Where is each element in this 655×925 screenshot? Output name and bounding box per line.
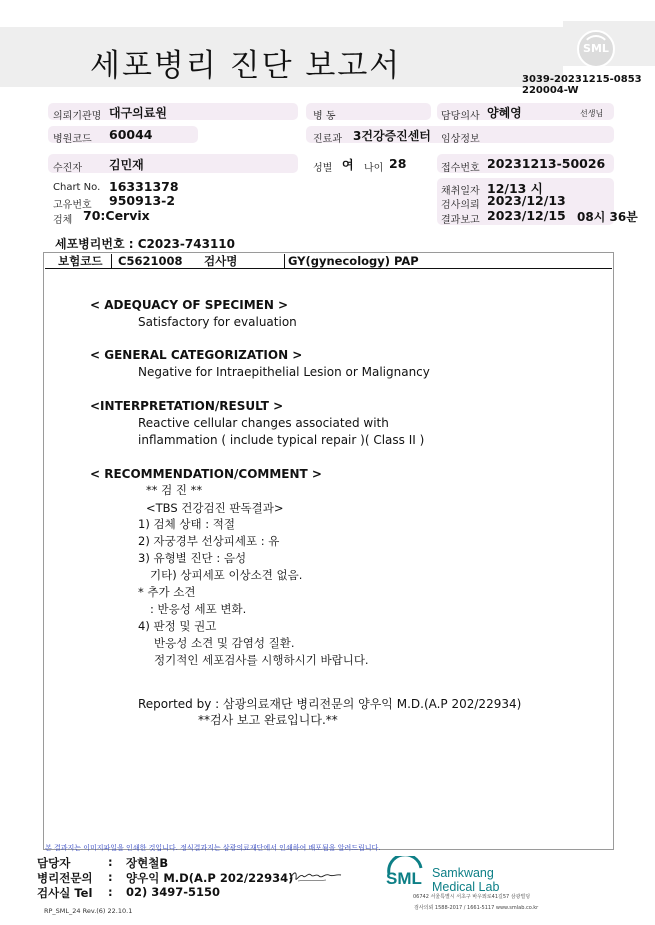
department-value: 3건강증진센터 [353, 129, 431, 143]
comment-line: 4) 판정 및 권고 [138, 619, 217, 633]
specimen-label: 검체 [53, 215, 73, 226]
report-date-label: 결과보고 [441, 215, 480, 226]
lab-tel-value: 02) 3497-5150 [126, 885, 221, 899]
pathologist-label: 병리전문의 [37, 871, 93, 885]
comment-line: * 추가 소견 [138, 585, 196, 599]
age-value: 28 [389, 156, 407, 171]
patient-label: 수진자 [53, 163, 82, 174]
document-number-line-1: 3039-20231215-0853 [522, 74, 642, 85]
comment-line: <TBS 건강검진 판독결과> [146, 501, 284, 515]
comment-line: ** 검 진 ** [146, 483, 203, 497]
specimen-value: 70:Cervix [83, 208, 150, 223]
receipt-no-value: 20231213-50026 [487, 156, 606, 171]
recommendation-heading: < RECOMMENDATION/COMMENT > [90, 467, 322, 481]
physician-label: 담당의사 [441, 111, 480, 122]
unique-no-label: 고유번호 [53, 200, 92, 211]
collection-date-value: 12/13 시 [487, 181, 543, 196]
physician-suffix: 선생님 [580, 109, 604, 118]
report-frame [43, 252, 614, 850]
patient-field [48, 154, 298, 173]
test-name-value: GY(gynecology) PAP [288, 254, 419, 268]
receipt-no-label: 접수번호 [441, 163, 480, 174]
test-name-label: 검사명 [204, 254, 238, 268]
pathology-number: 세포병리번호 : C2023-743110 [55, 237, 235, 251]
physician-value: 양혜영 [487, 106, 522, 120]
print-notice: 본 결과지는 이미지파일을 인쇄한 것입니다. 정식결과지는 삼광의료재단에서 인쇄하여 배포됨을 알려드립니다. [45, 844, 381, 852]
report-title: 세포병리 진단 보고서 [90, 48, 402, 84]
manager-colon: : [108, 855, 113, 869]
document-number [522, 74, 642, 96]
pathologist-signature [288, 867, 343, 885]
comment-line: 정기적인 세포검사를 시행하시기 바랍니다. [154, 653, 369, 667]
pathologist-colon: : [108, 870, 113, 884]
form-code: RP_SML_24 Rev.(6) 22.10.1 [44, 907, 133, 915]
logo-badge-text: SML [583, 42, 609, 55]
ward-label: 병 동 [313, 111, 336, 122]
unique-no-value: 950913-2 [109, 193, 176, 208]
lab-tel-colon: : [108, 885, 113, 899]
interpretation-text-2: inflammation ( include typical repair )( Class II ) [138, 433, 425, 447]
clinical-info-label: 임상정보 [441, 134, 480, 145]
adequacy-heading: < ADEQUACY OF SPECIMEN > [90, 298, 289, 312]
reported-by: Reported by : 삼광의료재단 병리전문의 양우익 M.D.(A.P 202/22934) [138, 697, 522, 711]
chart-no-value: 16331378 [109, 179, 179, 194]
manager-label: 담당자 [37, 856, 71, 870]
report-time-value: 08시 36분 [577, 210, 638, 224]
code-row [45, 254, 612, 269]
comment-line: 3) 유형별 진단 : 음성 [138, 551, 247, 565]
insurance-code-value: C5621008 [118, 254, 183, 268]
request-date-value: 2023/12/13 [487, 193, 566, 208]
comment-line: : 반응성 세포 변화. [150, 602, 247, 616]
sml-logo-badge [577, 30, 615, 68]
lab-brand-letters: SML [386, 869, 422, 888]
lab-brand-name-2: Medical Lab [432, 880, 500, 894]
document-number-line-2: 220004-W [522, 85, 579, 96]
hospital-code-label: 병원코드 [53, 134, 92, 145]
interpretation-text-1: Reactive cellular changes associated with [138, 416, 389, 430]
requesting-org-value: 대구의료원 [109, 106, 167, 120]
lab-tel-label: 검사실 Tel [37, 886, 93, 900]
age-label: 나이 [364, 163, 384, 174]
requesting-org-label: 의뢰기관명 [53, 111, 102, 122]
manager-value: 장현철B [126, 856, 169, 870]
sex-value: 여 [342, 158, 354, 172]
comment-line: 반응성 소견 및 감염성 질환. [154, 636, 295, 650]
lab-contact: 검사의뢰 1588-2017 / 1661-5117 www.smlab.co.kr [414, 905, 539, 911]
interpretation-heading: <INTERPRETATION/RESULT > [90, 399, 284, 413]
report-date-value: 2023/12/15 [487, 208, 566, 223]
patient-value: 김민재 [109, 158, 144, 172]
pathologist-value: 양우익 M.D(A.P 202/22934) [126, 871, 294, 885]
department-label: 진료과 [313, 134, 342, 145]
adequacy-text: Satisfactory for evaluation [138, 315, 297, 329]
comment-line: 1) 검체 상태 : 적절 [138, 517, 235, 531]
insurance-code-label: 보험코드 [58, 254, 103, 268]
lab-brand-name-1: Samkwang [432, 866, 494, 880]
categorization-heading: < GENERAL CATEGORIZATION > [90, 348, 303, 362]
report-complete: **검사 보고 완료입니다.** [198, 713, 338, 727]
comment-line: 2) 자궁경부 선상피세포 : 유 [138, 534, 280, 548]
lab-address: 06742 서울특별시 서초구 바우뫼로41길57 삼광빌딩 [413, 894, 531, 900]
sex-label: 성별 [313, 163, 333, 174]
request-date-label: 검사의뢰 [441, 200, 480, 211]
collection-date-label: 채취일자 [441, 186, 480, 197]
comment-line: 기타) 상피세포 이상소견 없음. [150, 568, 303, 582]
chart-no-label: Chart No. [53, 182, 101, 193]
hospital-code-value: 60044 [109, 127, 153, 142]
categorization-text: Negative for Intraepithelial Lesion or Malignancy [138, 365, 430, 379]
